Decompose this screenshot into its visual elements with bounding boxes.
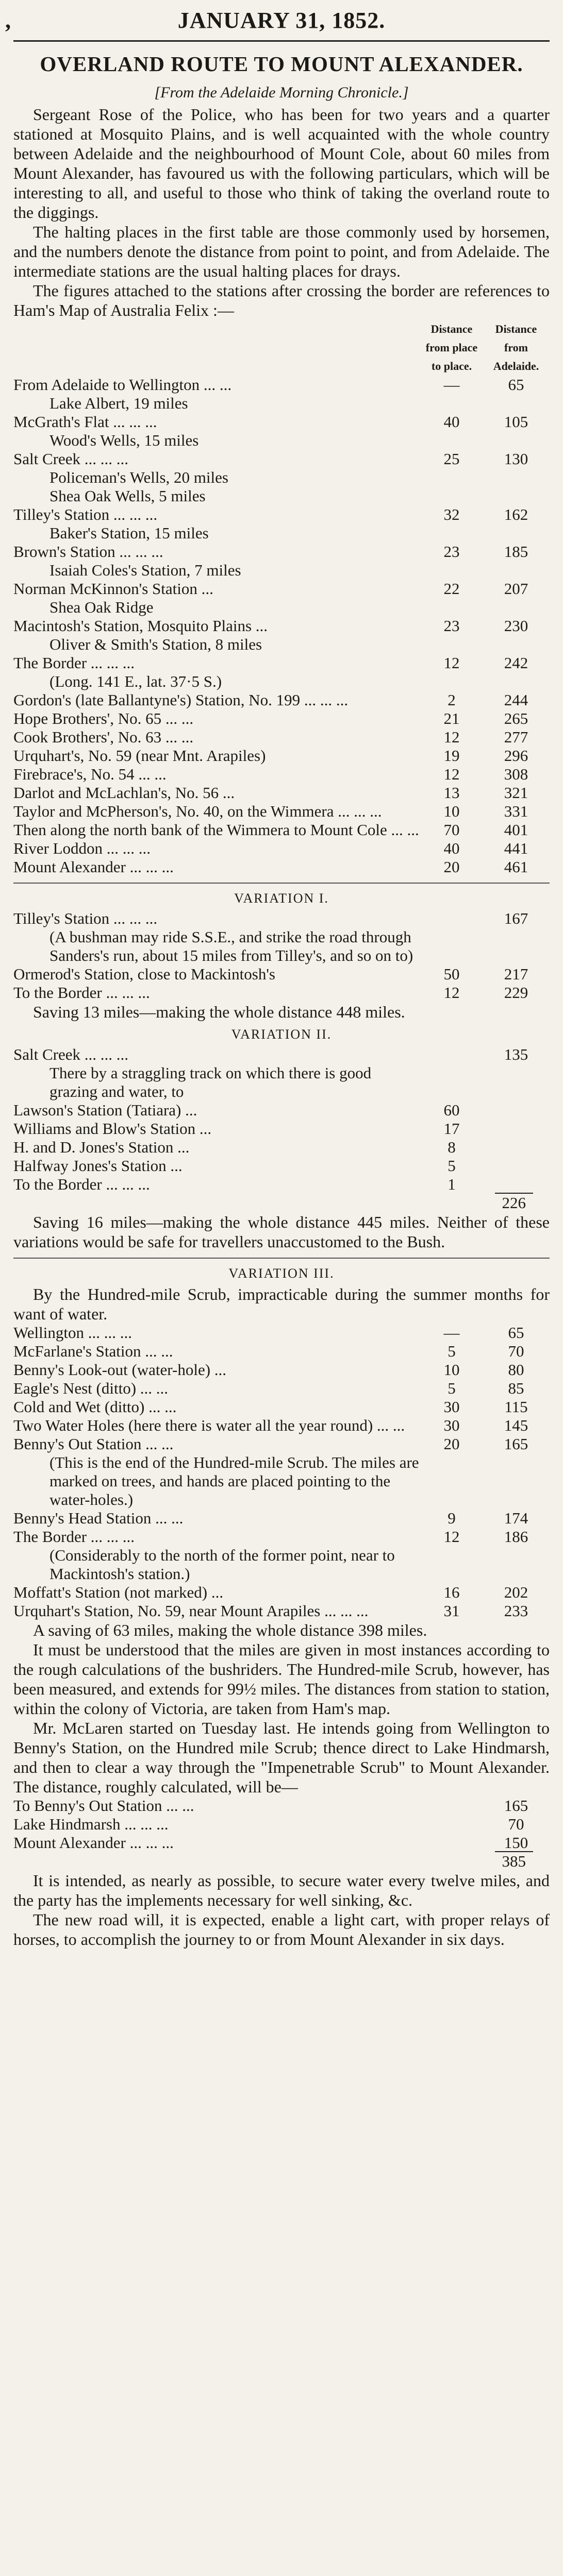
distance-from-adelaide (483, 1120, 550, 1138)
source-credit: [From the Adelaide Morning Chronicle.] (154, 84, 409, 101)
distance-from-adelaide: 277 (504, 728, 528, 746)
table-row (13, 1120, 550, 1138)
distance-place-to-place: 12 (443, 728, 460, 746)
place-name: Mount Alexander ... ... ... (13, 858, 174, 876)
distance-from-adelaide: 207 (504, 580, 528, 598)
distance-from-adelaide (483, 1157, 550, 1175)
place-name: Darlot and McLachlan's, No. 56 ... (13, 784, 235, 802)
table-row (13, 1815, 550, 1834)
distance-from-adelaide: 230 (504, 617, 528, 635)
distance-place-to-place: 17 (443, 1120, 460, 1138)
distance-place-to-place: 20 (443, 858, 460, 876)
table-row (13, 928, 550, 965)
distance-place-to-place (421, 1453, 483, 1509)
place-name: Benny's Out Station ... ... (13, 1435, 174, 1453)
distance-from-adelaide: 165 (504, 1435, 528, 1453)
table-row (13, 413, 550, 431)
table-row (13, 1342, 550, 1361)
distance-place-to-place: 23 (443, 543, 460, 561)
table-row (13, 1175, 550, 1194)
variation-3-saving: A saving of 63 miles, making the whole distance 398 miles. (33, 1621, 427, 1639)
distance-from-adelaide: 233 (504, 1602, 528, 1620)
table-row (13, 394, 550, 413)
closing-paragraph: It must be understood that the miles are given in most instances according to the rough calculations of the bushriders. The Hundred-mile Scrub, however, has been measured, and extends for 99½ miles. The distances from station to station, within the colony of Victoria, are taken from Ham's map. (13, 1640, 550, 1718)
distance-place-to-place: 19 (443, 747, 460, 765)
final-paragraph: The new road will, it is expected, enable a light cart, with proper relays of horses, to accomplish the journey to or from Mount Alexander in six days. (13, 1910, 550, 1948)
intro-paragraph: Sergeant Rose of the Police, who has been for two years and a quarter stationed at Mosquito Plains, and is well acquainted with the whole country between Adelaide and the neighbourhood of Mount Cole, about 60 miles from Mount Alexander, has favoured us with the following particulars, which will be interesting to all, and useful to those who think of taking the overland route to the diggings. (13, 105, 550, 222)
distance-place-to-place (421, 672, 483, 691)
place-name: (A bushman may ride S.S.E., and strike the road through Sanders's run, about 15 miles from Tilley's, and so on to) (49, 928, 413, 964)
place-name: Benny's Head Station ... ... (13, 1509, 184, 1527)
place-name: Salt Creek ... ... ... (13, 1045, 128, 1063)
distance-from-adelaide: 80 (508, 1361, 524, 1379)
distance-place-to-place (421, 909, 483, 928)
distance-place-to-place: 50 (443, 965, 460, 983)
place-name: Ormerod's Station, close to Mackintosh's (13, 965, 275, 983)
table-row (13, 728, 550, 747)
table-row (13, 909, 550, 928)
place-name: Cold and Wet (ditto) ... ... (13, 1398, 177, 1416)
place-name: Lawson's Station (Tatiara) ... (13, 1101, 197, 1119)
distance-place-to-place: 25 (443, 450, 460, 468)
place-name: Benny's Look-out (water-hole) ... (13, 1361, 227, 1379)
place-name: Williams and Blow's Station ... (13, 1120, 212, 1138)
distance-from-adelaide: 202 (504, 1583, 528, 1601)
table-header-row (13, 320, 550, 376)
distance-place-to-place: 23 (443, 617, 460, 635)
distance-place-to-place: 10 (443, 802, 460, 820)
place-name: Tilley's Station ... ... ... (13, 909, 158, 927)
table-row (13, 1101, 550, 1120)
place-name: Baker's Station, 15 miles (49, 524, 209, 542)
table-row (13, 709, 550, 728)
place-name: Shea Oak Wells, 5 miles (49, 487, 206, 505)
place-name: (This is the end of the Hundred-mile Scrub. The miles are marked on trees, and hands are placed pointing to the water-holes.) (49, 1453, 419, 1509)
table-row (13, 1398, 550, 1416)
distance-from-adelaide: 308 (504, 765, 528, 783)
distance-place-to-place (421, 468, 483, 487)
place-name: Tilley's Station ... ... ... (13, 505, 158, 523)
distance-place-to-place: 20 (443, 1435, 460, 1453)
table-row (13, 1064, 550, 1101)
place-name: Norman McKinnon's Station ... (13, 580, 213, 598)
table-row (13, 1453, 550, 1509)
variation-1-title: VARIATION I. (234, 891, 329, 906)
table-row (13, 784, 550, 802)
place-name: Macintosh's Station, Mosquito Plains ... (13, 617, 268, 635)
place-name: Firebrace's, No. 54 ... ... (13, 765, 167, 783)
place-name: H. and D. Jones's Station ... (13, 1138, 190, 1156)
distance-from-adelaide (483, 598, 550, 617)
variation-1-table (13, 909, 550, 1002)
distance-from-adelaide (483, 1138, 550, 1157)
distance-place-to-place: 70 (443, 821, 460, 839)
place-name: Isaiah Coles's Station, 7 miles (49, 561, 241, 579)
dateline-text: JANUARY 31, 1852. (177, 8, 386, 33)
distance-place-to-place (421, 1834, 483, 1852)
table-row (13, 580, 550, 598)
table-row (13, 1435, 550, 1453)
table-row (13, 821, 550, 839)
distance-from-adelaide: 167 (504, 909, 528, 927)
distance-from-adelaide: 401 (504, 821, 528, 839)
distance-place-to-place: 60 (443, 1101, 460, 1119)
distance-place-to-place (421, 928, 483, 965)
place-name: Urquhart's Station, No. 59, near Mount Arapiles ... ... ... (13, 1602, 369, 1620)
distance-place-to-place: 12 (443, 654, 460, 672)
table-row (13, 617, 550, 635)
variation-2-saving: Saving 16 miles—making the whole distance 445 miles. Neither of these variations would be safe for travellers unaccustomed to the Bush. (13, 1213, 550, 1251)
distance-from-adelaide: 162 (504, 505, 528, 523)
distance-place-to-place (421, 1045, 483, 1064)
table-row (13, 524, 550, 543)
distance-from-adelaide: 296 (504, 747, 528, 765)
distance-place-to-place: 16 (443, 1583, 460, 1601)
distance-from-adelaide (483, 1453, 550, 1509)
table-row (13, 1361, 550, 1379)
distance-place-to-place: 21 (443, 709, 460, 727)
distance-place-to-place: 30 (443, 1398, 460, 1416)
place-name: Wood's Wells, 15 miles (49, 431, 199, 449)
closing-paragraph: Mr. McLaren started on Tuesday last. He intends going from Wellington to Benny's Station, on the Hundred mile Scrub; thence direct to Lake Hindmarsh, and then to clear a way through the "Impenetrable Scrub" to Mount Alexander. The distance, roughly calculated, will be— (13, 1719, 550, 1796)
table-row (13, 747, 550, 765)
place-name: To Benny's Out Station ... ... (13, 1797, 194, 1815)
distance-from-adelaide: 85 (508, 1379, 524, 1397)
distance-place-to-place: 2 (448, 691, 456, 709)
place-name: There by a straggling track on which there is good grazing and water, to (49, 1064, 372, 1100)
distance-place-to-place: 5 (448, 1379, 456, 1397)
place-name: Moffatt's Station (not marked) ... (13, 1583, 224, 1601)
table-row (13, 672, 550, 691)
table-row (13, 1324, 550, 1342)
distance-place-to-place: 5 (448, 1342, 456, 1360)
distance-from-adelaide (483, 468, 550, 487)
closing-paragraphs (13, 1640, 550, 1797)
place-name: The Border ... ... ... (13, 654, 135, 672)
distance-from-adelaide: 441 (504, 839, 528, 857)
col-header-place-to-place: Distance from place to place. (425, 323, 478, 372)
distance-place-to-place (421, 1815, 483, 1834)
distance-place-to-place: 40 (443, 839, 460, 857)
mclaren-total: 385 (13, 1852, 550, 1871)
final-paragraphs (13, 1871, 550, 1949)
distance-place-to-place: 8 (448, 1138, 456, 1156)
distance-from-adelaide (483, 635, 550, 654)
table-row (13, 598, 550, 617)
table-row (13, 802, 550, 821)
place-name: Taylor and McPherson's, No. 40, on the Wimmera ... ... ... (13, 802, 382, 820)
distance-from-adelaide: 70 (508, 1342, 524, 1360)
distance-place-to-place (421, 1797, 483, 1815)
distance-place-to-place (421, 635, 483, 654)
distance-from-adelaide (483, 487, 550, 505)
intro-paragraph: The figures attached to the stations after crossing the border are references to Ham's Map of Australia Felix :— (13, 281, 550, 319)
place-name: Halfway Jones's Station ... (13, 1157, 183, 1175)
variation-1-saving: Saving 13 miles—making the whole distance 448 miles. (33, 1003, 405, 1021)
place-name: Lake Albert, 19 miles (49, 394, 188, 412)
table-row (13, 1138, 550, 1157)
table-row (13, 1834, 550, 1852)
place-name: Two Water Holes (here there is water all the year round) ... ... (13, 1416, 405, 1434)
distance-place-to-place: 12 (443, 1528, 460, 1546)
place-name: To the Border ... ... ... (13, 1175, 150, 1193)
distance-from-adelaide: 321 (504, 784, 528, 802)
distance-from-adelaide: 150 (504, 1834, 528, 1852)
place-name: Urquhart's, No. 59 (near Mnt. Arapiles) (13, 747, 266, 765)
place-name: Lake Hindmarsh ... ... ... (13, 1815, 169, 1833)
variation-2-total: 226 (13, 1194, 550, 1212)
place-name: Cook Brothers', No. 63 ... ... (13, 728, 194, 746)
distance-from-adelaide: 217 (504, 965, 528, 983)
section-divider (13, 883, 550, 884)
distance-place-to-place (421, 487, 483, 505)
table-row (13, 1045, 550, 1064)
table-row (13, 468, 550, 487)
distance-place-to-place (421, 1546, 483, 1583)
final-paragraph: It is intended, as nearly as possible, to secure water every twelve miles, and the party has the implements necessary for well sinking, &c. (13, 1871, 550, 1909)
distance-from-adelaide: 135 (504, 1045, 528, 1063)
place-name: To the Border ... ... ... (13, 984, 150, 1002)
distance-place-to-place: 9 (448, 1509, 456, 1527)
distance-from-adelaide: 105 (504, 413, 528, 431)
variation-2-title: VARIATION II. (231, 1027, 332, 1042)
table-row (13, 561, 550, 580)
table-row (13, 431, 550, 450)
place-name: Then along the north bank of the Wimmera to Mount Cole ... ... (13, 821, 419, 839)
table-row (13, 450, 550, 468)
distance-from-adelaide: 244 (504, 691, 528, 709)
table-row (13, 1528, 550, 1546)
distance-place-to-place (421, 431, 483, 450)
distance-place-to-place: 12 (443, 984, 460, 1002)
distance-from-adelaide: 70 (508, 1815, 524, 1833)
table-row (13, 1797, 550, 1815)
distance-from-adelaide: 265 (504, 709, 528, 727)
table-row (13, 487, 550, 505)
place-name: From Adelaide to Wellington ... ... (13, 376, 232, 394)
distance-place-to-place: 12 (443, 765, 460, 783)
distance-from-adelaide: 185 (504, 543, 528, 561)
table-row (13, 691, 550, 709)
place-name: The Border ... ... ... (13, 1528, 135, 1546)
place-name: (Considerably to the north of the former point, near to Mackintosh's station.) (49, 1546, 395, 1583)
distance-from-adelaide (483, 1101, 550, 1120)
distance-from-adelaide (483, 672, 550, 691)
distance-place-to-place: 13 (443, 784, 460, 802)
place-name: River Loddon ... ... ... (13, 839, 151, 857)
place-name: McFarlane's Station ... ... (13, 1342, 173, 1360)
distance-from-adelaide: 229 (504, 984, 528, 1002)
table-row (13, 965, 550, 984)
table-row (13, 1379, 550, 1398)
intro-paragraphs (13, 105, 550, 320)
distance-from-adelaide: 130 (504, 450, 528, 468)
table-row (13, 376, 550, 394)
table-row (13, 984, 550, 1002)
distance-from-adelaide: 186 (504, 1528, 528, 1546)
place-name: Hope Brothers', No. 65 ... ... (13, 709, 194, 727)
distance-from-adelaide (483, 431, 550, 450)
dateline: , JANUARY 31, 1852. (5, 8, 386, 33)
distance-place-to-place: 5 (448, 1157, 456, 1175)
distance-from-adelaide (483, 1064, 550, 1101)
distance-place-to-place (421, 1064, 483, 1101)
main-distance-table (13, 320, 550, 876)
distance-from-adelaide (483, 524, 550, 543)
distance-from-adelaide: 174 (504, 1509, 528, 1527)
place-name: Salt Creek ... ... ... (13, 450, 128, 468)
distance-from-adelaide: 331 (504, 802, 528, 820)
place-name: Gordon's (late Ballantyne's) Station, No. 199 ... ... ... (13, 691, 349, 709)
table-row (13, 505, 550, 524)
distance-place-to-place: 40 (443, 413, 460, 431)
distance-from-adelaide: 145 (504, 1416, 528, 1434)
distance-from-adelaide: 461 (504, 858, 528, 876)
table-row (13, 1583, 550, 1602)
table-row (13, 1509, 550, 1528)
table-row (13, 1546, 550, 1583)
variation-2-table (13, 1045, 550, 1194)
headline: OVERLAND ROUTE TO MOUNT ALEXANDER. (40, 52, 523, 76)
table-row (13, 543, 550, 561)
place-name: Mount Alexander ... ... ... (13, 1834, 174, 1852)
col-header-from-adelaide: Distance from Adelaide. (493, 323, 539, 372)
variation-3-title: VARIATION III. (228, 1266, 335, 1281)
distance-from-adelaide (483, 1546, 550, 1583)
variation-3-table (13, 1324, 550, 1620)
distance-place-to-place: 1 (448, 1175, 456, 1193)
distance-from-adelaide (483, 1175, 550, 1194)
table-row (13, 654, 550, 672)
distance-place-to-place: — (443, 376, 460, 394)
intro-paragraph: The halting places in the first table are those commonly used by horsemen, and the numbers denote the distance from point to point, and from Adelaide. The intermediate stations are the usual halting places for drays. (13, 223, 550, 280)
distance-from-adelaide: 65 (508, 376, 524, 394)
distance-place-to-place (421, 561, 483, 580)
section-divider (13, 1258, 550, 1259)
table-row (13, 1416, 550, 1435)
variation-3-intro: By the Hundred-mile Scrub, impracticable during the summer months for want of water. (13, 1285, 550, 1323)
distance-from-adelaide: 242 (504, 654, 528, 672)
table-row (13, 839, 550, 858)
top-rule (13, 40, 550, 42)
distance-from-adelaide: 65 (508, 1324, 524, 1342)
mclaren-distance-table (13, 1797, 550, 1852)
distance-place-to-place: — (443, 1324, 460, 1342)
table-row (13, 1602, 550, 1620)
table-row (13, 1157, 550, 1175)
table-row (13, 765, 550, 784)
distance-place-to-place (421, 394, 483, 413)
distance-place-to-place: 31 (443, 1602, 460, 1620)
distance-place-to-place: 22 (443, 580, 460, 598)
place-name: Eagle's Nest (ditto) ... ... (13, 1379, 169, 1397)
distance-place-to-place (421, 598, 483, 617)
distance-from-adelaide: 115 (504, 1398, 528, 1416)
distance-place-to-place (421, 524, 483, 543)
distance-from-adelaide (483, 394, 550, 413)
place-name: Policeman's Wells, 20 miles (49, 468, 228, 486)
distance-from-adelaide (483, 561, 550, 580)
distance-from-adelaide: 165 (504, 1797, 528, 1815)
table-row (13, 858, 550, 876)
place-name: (Long. 141 E., lat. 37·5 S.) (49, 672, 222, 690)
place-name: Wellington ... ... ... (13, 1324, 132, 1342)
distance-from-adelaide (483, 928, 550, 965)
place-name: Shea Oak Ridge (49, 598, 154, 616)
place-name: Brown's Station ... ... ... (13, 543, 163, 561)
table-row (13, 635, 550, 654)
place-name: McGrath's Flat ... ... ... (13, 413, 157, 431)
distance-place-to-place: 30 (443, 1416, 460, 1434)
place-name: Oliver & Smith's Station, 8 miles (49, 635, 262, 653)
distance-place-to-place: 32 (443, 505, 460, 523)
distance-place-to-place: 10 (443, 1361, 460, 1379)
